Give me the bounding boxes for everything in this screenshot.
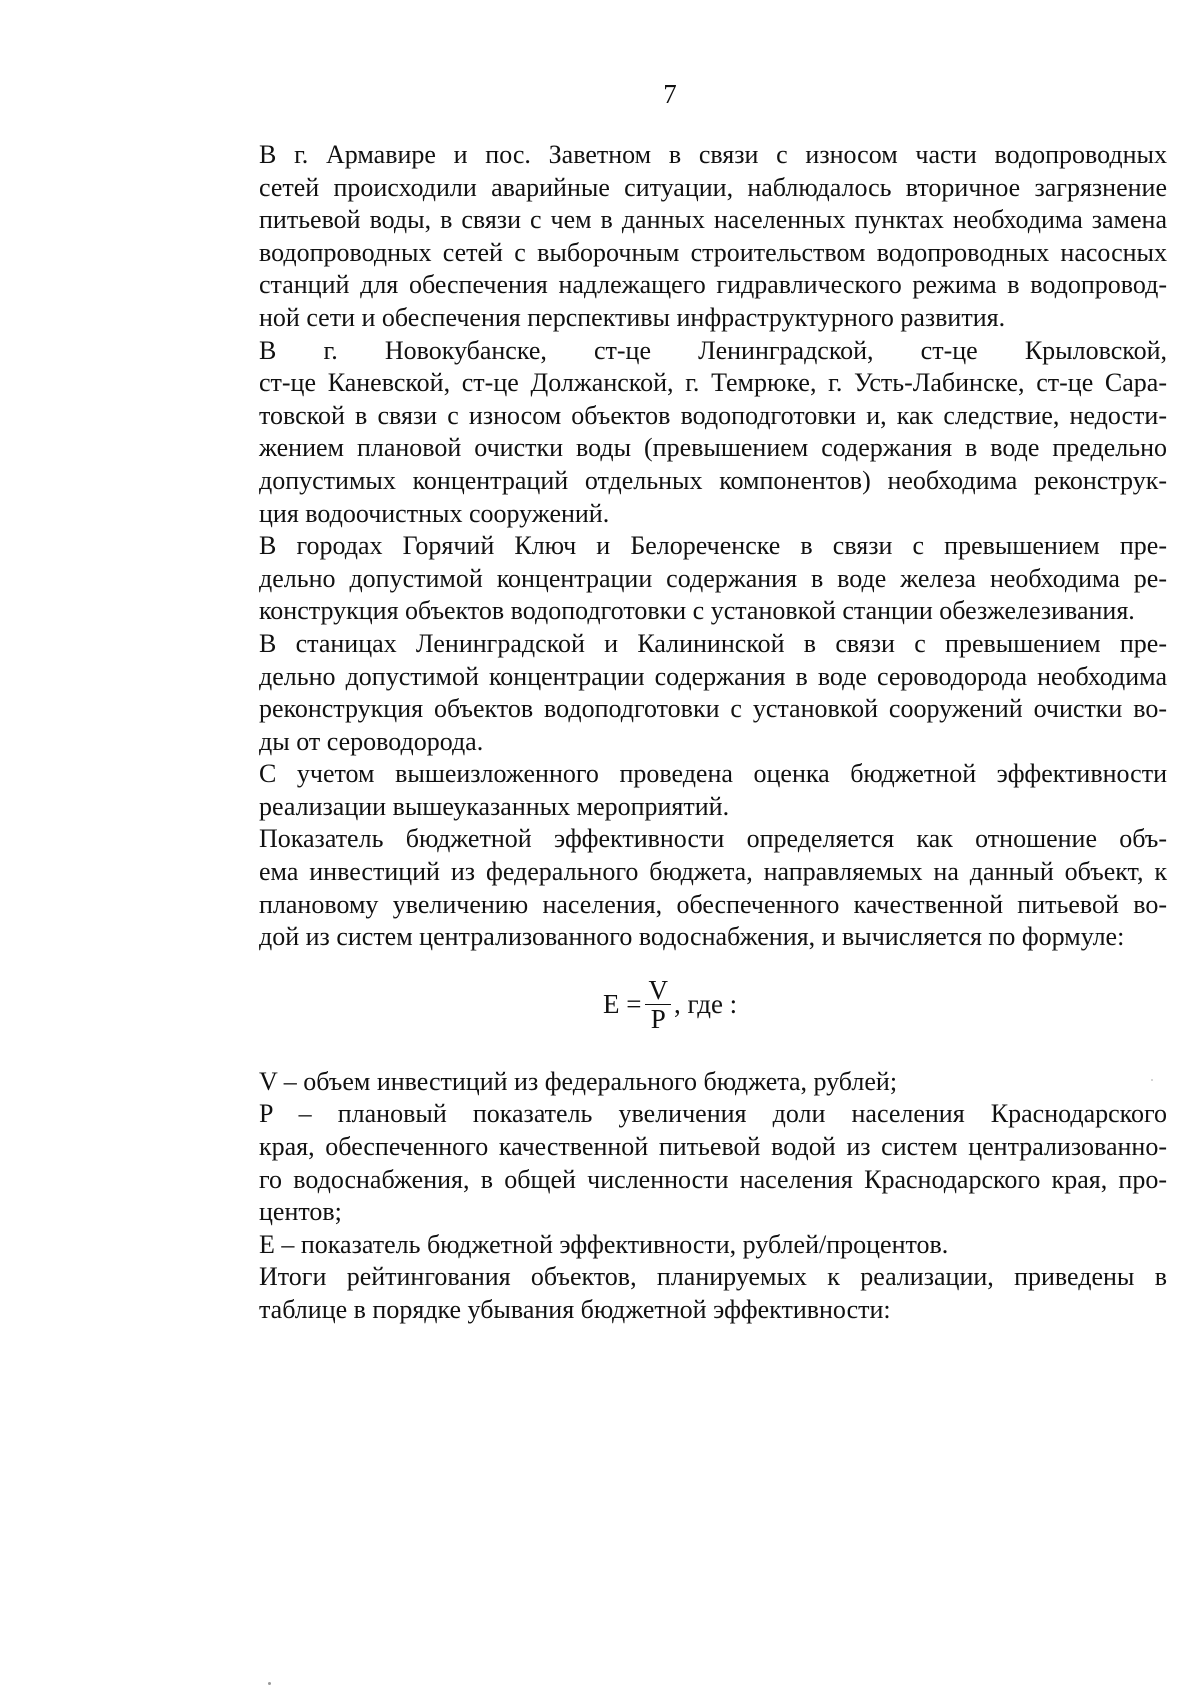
paragraph-goryachiy-klyuch [187, 530, 1167, 628]
text-line: E – показатель бюджетной эффективности, рублей/процентов. [259, 1229, 949, 1259]
text-line: допустимых концентраций отдельных компонентов) необходима реконструк- [259, 465, 1167, 495]
paragraph-indicator-definition [187, 823, 1167, 953]
text-line: P – плановый показатель увеличения доли населения Краснодарского [259, 1099, 1167, 1129]
definition-v [187, 1066, 1167, 1099]
text-line: реализации вышеуказанных мероприятий. [259, 791, 730, 821]
text-line: ной сети и обеспечения перспективы инфраструктурного развития. [259, 302, 1006, 332]
text-line: товской в связи с износом объектов водоподготовки и, как следствие, недости- [259, 400, 1167, 430]
text-line: В станицах Ленинградской и Калининской в связи с превышением пре- [259, 628, 1167, 658]
text-line: питьевой воды, в связи с чем в данных населенных пунктах необходима замена [259, 205, 1167, 235]
scan-artifact [1151, 1079, 1153, 1081]
paragraph-leningradskaya [187, 628, 1167, 758]
text-line: дельно допустимой концентрации содержания в воде сероводорода необходима [259, 661, 1167, 691]
text-line: станций для обеспечения надлежащего гидравлического режима в водопровод- [259, 270, 1167, 300]
body-text [187, 139, 1167, 1327]
text-line: V – объем инвестиций из федерального бюджета, рублей; [259, 1066, 898, 1096]
text-line: В г. Армавире и пос. Заветном в связи с износом части водопроводных [259, 140, 1167, 169]
text-line: В г. Новокубанске, ст-це Ленинградской, ст-це Крыловской, [259, 335, 1167, 365]
text-line: водопроводных сетей с выборочным строительством водопроводных насосных [259, 237, 1167, 267]
text-line: ст-це Каневской, ст-це Должанской, г. Темрюке, г. Усть-Лабинске, ст-це Сара- [259, 368, 1167, 398]
definition-e [187, 1229, 1167, 1262]
page-number: 7 [663, 79, 677, 109]
budget-efficiency-formula [603, 976, 737, 1033]
text-line: В городах Горячий Ключ и Белореченске в связи с превышением пре- [259, 531, 1167, 561]
formula-numerator: V [645, 976, 671, 1005]
text-line: центов; [259, 1197, 342, 1227]
text-line: края, обеспеченного качественной питьевой водой из систем централизованно- [259, 1132, 1167, 1162]
text-line: С учетом вышеизложенного проведена оценка бюджетной эффективности [259, 759, 1167, 789]
paragraph-assessment [187, 758, 1167, 823]
paragraph-armavir [187, 139, 1167, 335]
text-line: дельно допустимой концентрации содержания в воде железа необходима ре- [259, 563, 1167, 593]
paragraph-ranking-results [187, 1261, 1167, 1326]
text-line: Показатель бюджетной эффективности определяется как отношение объ- [259, 824, 1167, 854]
formula-fraction [645, 976, 671, 1033]
text-line: плановому увеличению населения, обеспеченного качественной питьевой во- [259, 889, 1167, 919]
text-line: конструкция объектов водоподготовки с установкой станции обезжелезивания. [259, 596, 1135, 626]
text-line: таблице в порядке убывания бюджетной эффективности: [259, 1295, 891, 1324]
formula-block [187, 954, 1167, 1066]
paragraph-novokubansk [187, 335, 1167, 531]
text-line: ема инвестиций из федерального бюджета, направляемых на данный объект, к [259, 857, 1167, 887]
text-line: реконструкция объектов водоподготовки с установкой сооружений очистки во- [259, 694, 1167, 724]
text-line: го водоснабжения, в общей численности населения Краснодарского края, про- [259, 1164, 1167, 1194]
formula-denominator: P [650, 1003, 666, 1034]
formula-lhs: E = [603, 989, 642, 1020]
scan-artifact [268, 1682, 271, 1685]
formula-tail: , где : [673, 989, 738, 1020]
text-line: дой из систем централизованного водоснабжения, и вычисляется по формуле: [259, 922, 1125, 952]
text-line: сетей происходили аварийные ситуации, наблюдалось вторичное загрязнение [259, 172, 1167, 202]
text-line: жением плановой очистки воды (превышением содержания в воде предельно [259, 433, 1167, 463]
text-line: ды от сероводорода. [259, 726, 484, 756]
text-line: ция водоочистных сооружений. [259, 498, 610, 528]
definition-p [187, 1098, 1167, 1228]
text-line: Итоги рейтингования объектов, планируемых к реализации, приведены в [259, 1262, 1167, 1292]
